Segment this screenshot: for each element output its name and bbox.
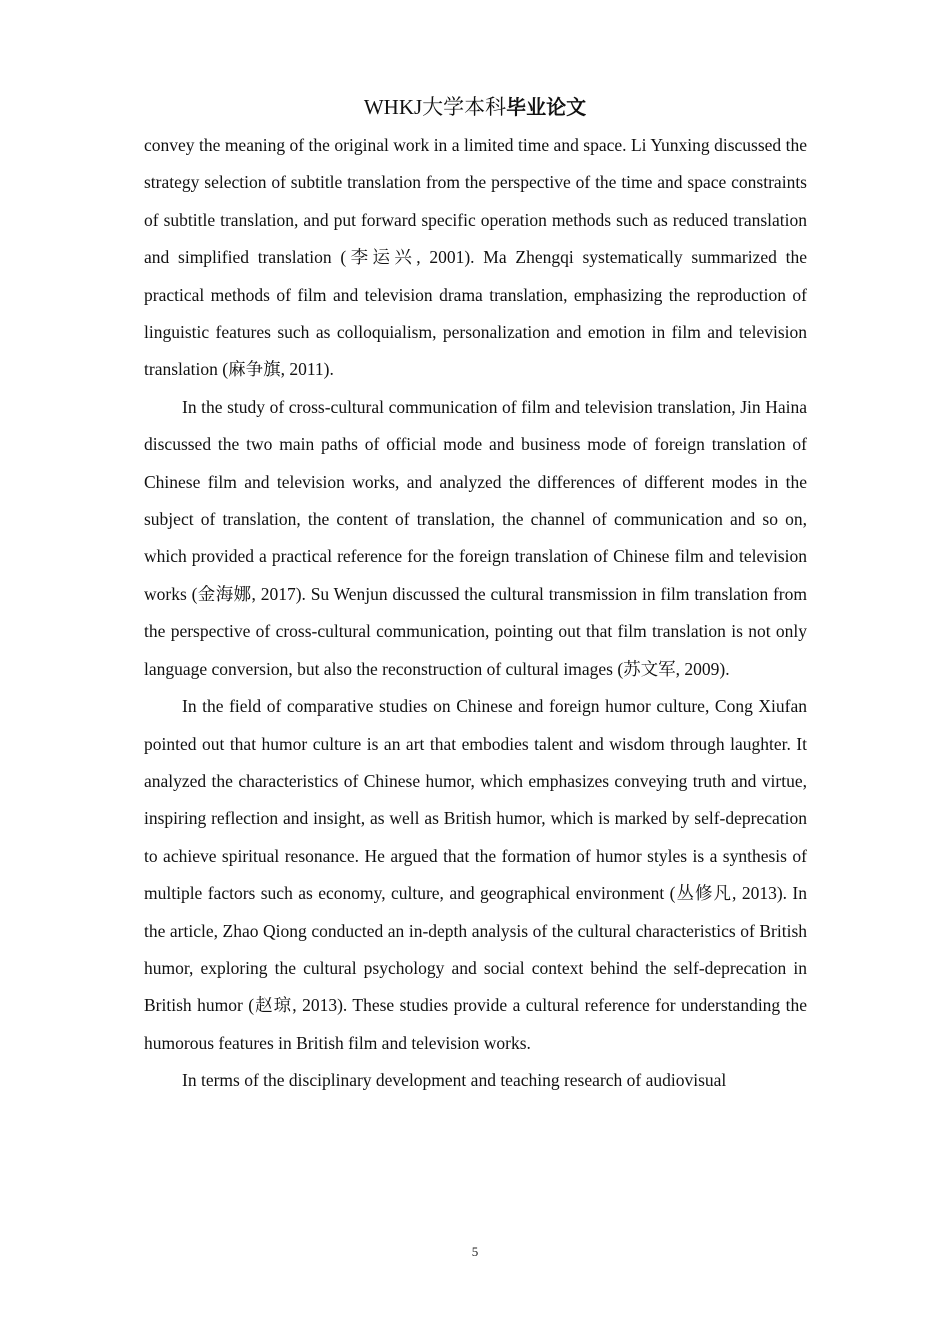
page-number: 5	[471, 1244, 479, 1259]
header-title-prefix: WHKJ大学本科	[363, 95, 507, 119]
paragraph: convey the meaning of the original work in a limited time and space. Li Yunxing discussed the strategy selection of subtitle translation from the perspective of the time and space constraints of subtitle translation, and put forward specific operation methods such as reduced translation and simplified translation (李运兴, 2001). Ma Zhengqi systematically summarized the practical methods of film and television drama translation, emphasizing the reproduction of linguistic features such as colloquialism, personalization and emotion in film and television translation (麻争旗, 2011).	[144, 135, 807, 380]
paragraph: In the field of comparative studies on Chinese and foreign humor culture, Cong Xiufan pointed out that humor culture is an art that embodies talent and wisdom through laughter. It analyzed the characteristics of Chinese humor, which emphasizes conveying truth and virtue, inspiring reflection and insight, as well as British humor, which is marked by self-deprecation to achieve spiritual resonance. He argued that the formation of humor styles is a synthesis of multiple factors such as economy, culture, and geographical environment (丛修凡, 2013). In the article, Zhao Qiong conducted an in-depth analysis of the cultural characteristics of British humor, exploring the cultural psychology and social context behind the self-deprecation in British humor (赵琼, 2013). These studies provide a cultural reference for understanding the humorous features in British film and television works.	[144, 696, 807, 1053]
paragraph: In the study of cross-cultural communication of film and television translation, Jin Haina discussed the two main paths of official mode and business mode of foreign translation of Chinese film and television works, and analyzed the differences of different modes in the subject of translation, the content of translation, the channel of communication and so on, which provided a practical reference for the foreign translation of Chinese film and television works (金海娜, 2017). Su Wenjun discussed the cultural transmission in film translation from the perspective of cross-cultural communication, pointing out that film translation is not only language conversion, but also the reconstruction of cultural images (苏文军, 2009).	[144, 396, 807, 679]
paragraph: In terms of the disciplinary development and teaching research of audiovisual	[182, 1070, 727, 1091]
running-header	[0, 92, 950, 122]
body-text	[144, 127, 807, 1100]
header-title-suffix: 毕业论文	[506, 95, 587, 119]
